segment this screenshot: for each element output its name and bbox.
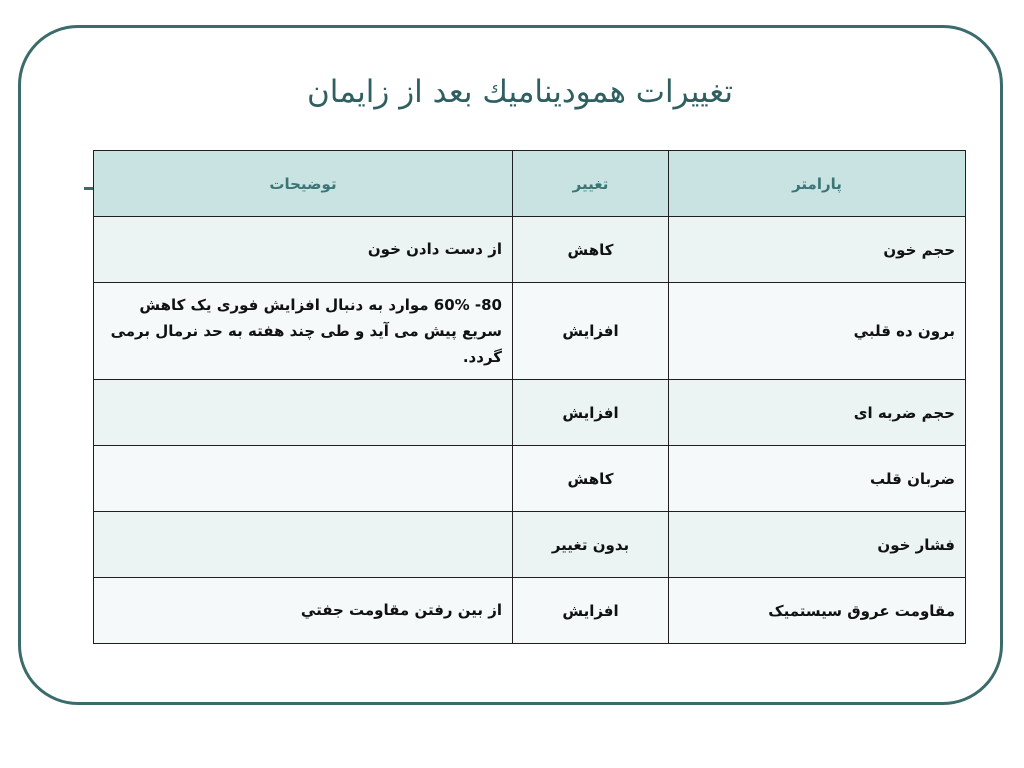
cell-change: کاهش [513,446,669,512]
cell-parameter: حجم ضربه ای [669,380,966,446]
header-parameter: پارامتر [669,151,966,217]
cell-parameter: حجم خون [669,217,966,283]
table-row [94,578,966,644]
cell-parameter: مقاومت عروق سیستمیک [669,578,966,644]
table-row [94,283,966,380]
cell-description: از بین رفتن مقاومت جفتي [94,578,513,644]
header-description: توضیحات [94,151,513,217]
table-row [94,380,966,446]
cell-parameter: فشار خون [669,512,966,578]
cell-change: بدون تغيير [513,512,669,578]
cell-change: افزایش [513,283,669,380]
table-header-row [94,151,966,217]
cell-parameter: برون ده قلبي [669,283,966,380]
hemodynamic-table [93,150,966,644]
cell-description: 80- 60% موارد به دنبال افزایش فوری یک کاهش سریع پیش می آید و طی چند هفته به حد نرمال برمی گردد. [94,283,513,380]
cell-description [94,446,513,512]
table-row [94,512,966,578]
cell-change: کاهش [513,217,669,283]
cell-description [94,512,513,578]
cell-description: از دست دادن خون [94,217,513,283]
header-change: تغییر [513,151,669,217]
cell-parameter: ضربان قلب [669,446,966,512]
table-row [94,217,966,283]
cell-description [94,380,513,446]
table-row [94,446,966,512]
cell-change: افزایش [513,380,669,446]
page-title: تغییرات همودینامیك بعد از زایمان [307,74,733,110]
cell-change: افزایش [513,578,669,644]
